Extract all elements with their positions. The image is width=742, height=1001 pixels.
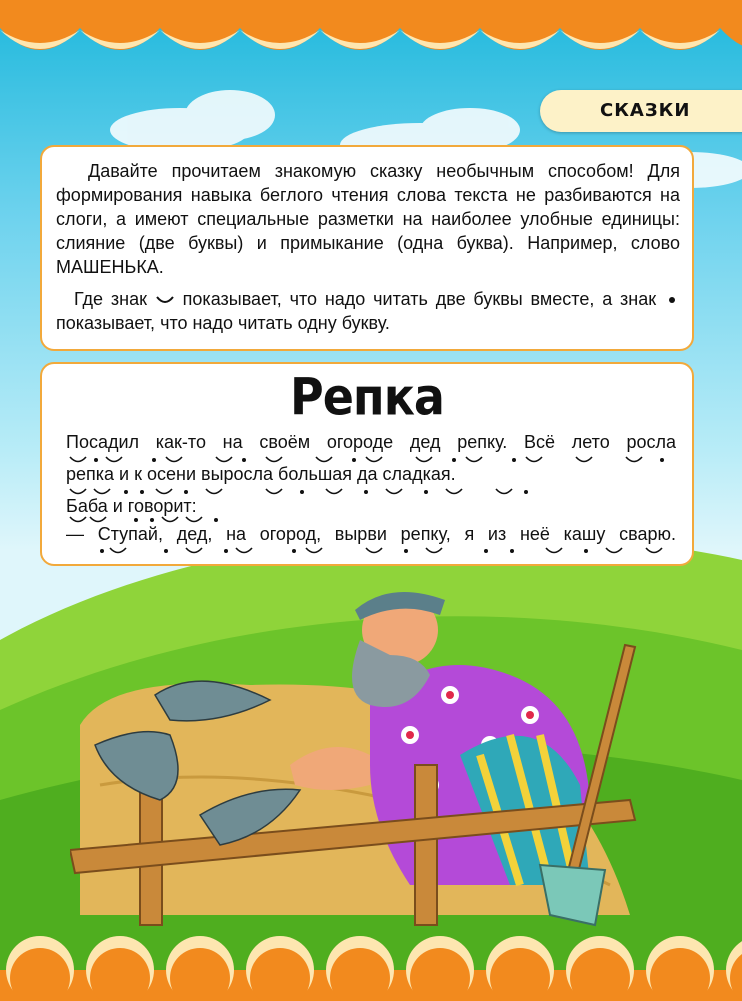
merge-arc-icon [155,295,175,305]
bottom-scallop-border [0,930,742,1001]
intro-paragraph: Давайте прочитаем знакомую сказку необычным способом! Для формирования навыка беглого чтения слова текста не разбиваются на слоги, а имеют специальные разметки на наиболее улобные единицы: слияние (две буквы) и примыкание (одна буква). Например, слово МАШЕНЬКА. [56,161,680,277]
reading-marks [66,545,676,559]
legend-paragraph [56,287,680,335]
legend-text-1: Где знак [74,289,147,309]
section-tab-label: СКАЗКИ [600,100,691,121]
shovel [540,865,605,925]
section-tab [540,90,742,132]
story-line: репка и к осени выросла большая да сладкая. [66,464,456,484]
story-title: Репка [290,367,444,427]
intro-box [40,145,694,351]
top-scallop-border [0,0,742,70]
single-dot-icon [669,297,675,303]
grandfather-illustration [70,585,650,930]
story-line: Посадил как-то на своём огороде дед репку. Всё лето росла [66,432,676,452]
legend-text-3: показывает, что надо читать одну букву. [56,313,390,333]
story-line: Баба и говорит: [66,496,197,516]
story-line: — Ступай, дед, на огород, вырви репку, я из неё кашу сварю. [66,524,676,544]
legend-text-2: показывает, что надо читать две буквы вместе, а знак [182,289,657,309]
story-box [40,362,694,566]
